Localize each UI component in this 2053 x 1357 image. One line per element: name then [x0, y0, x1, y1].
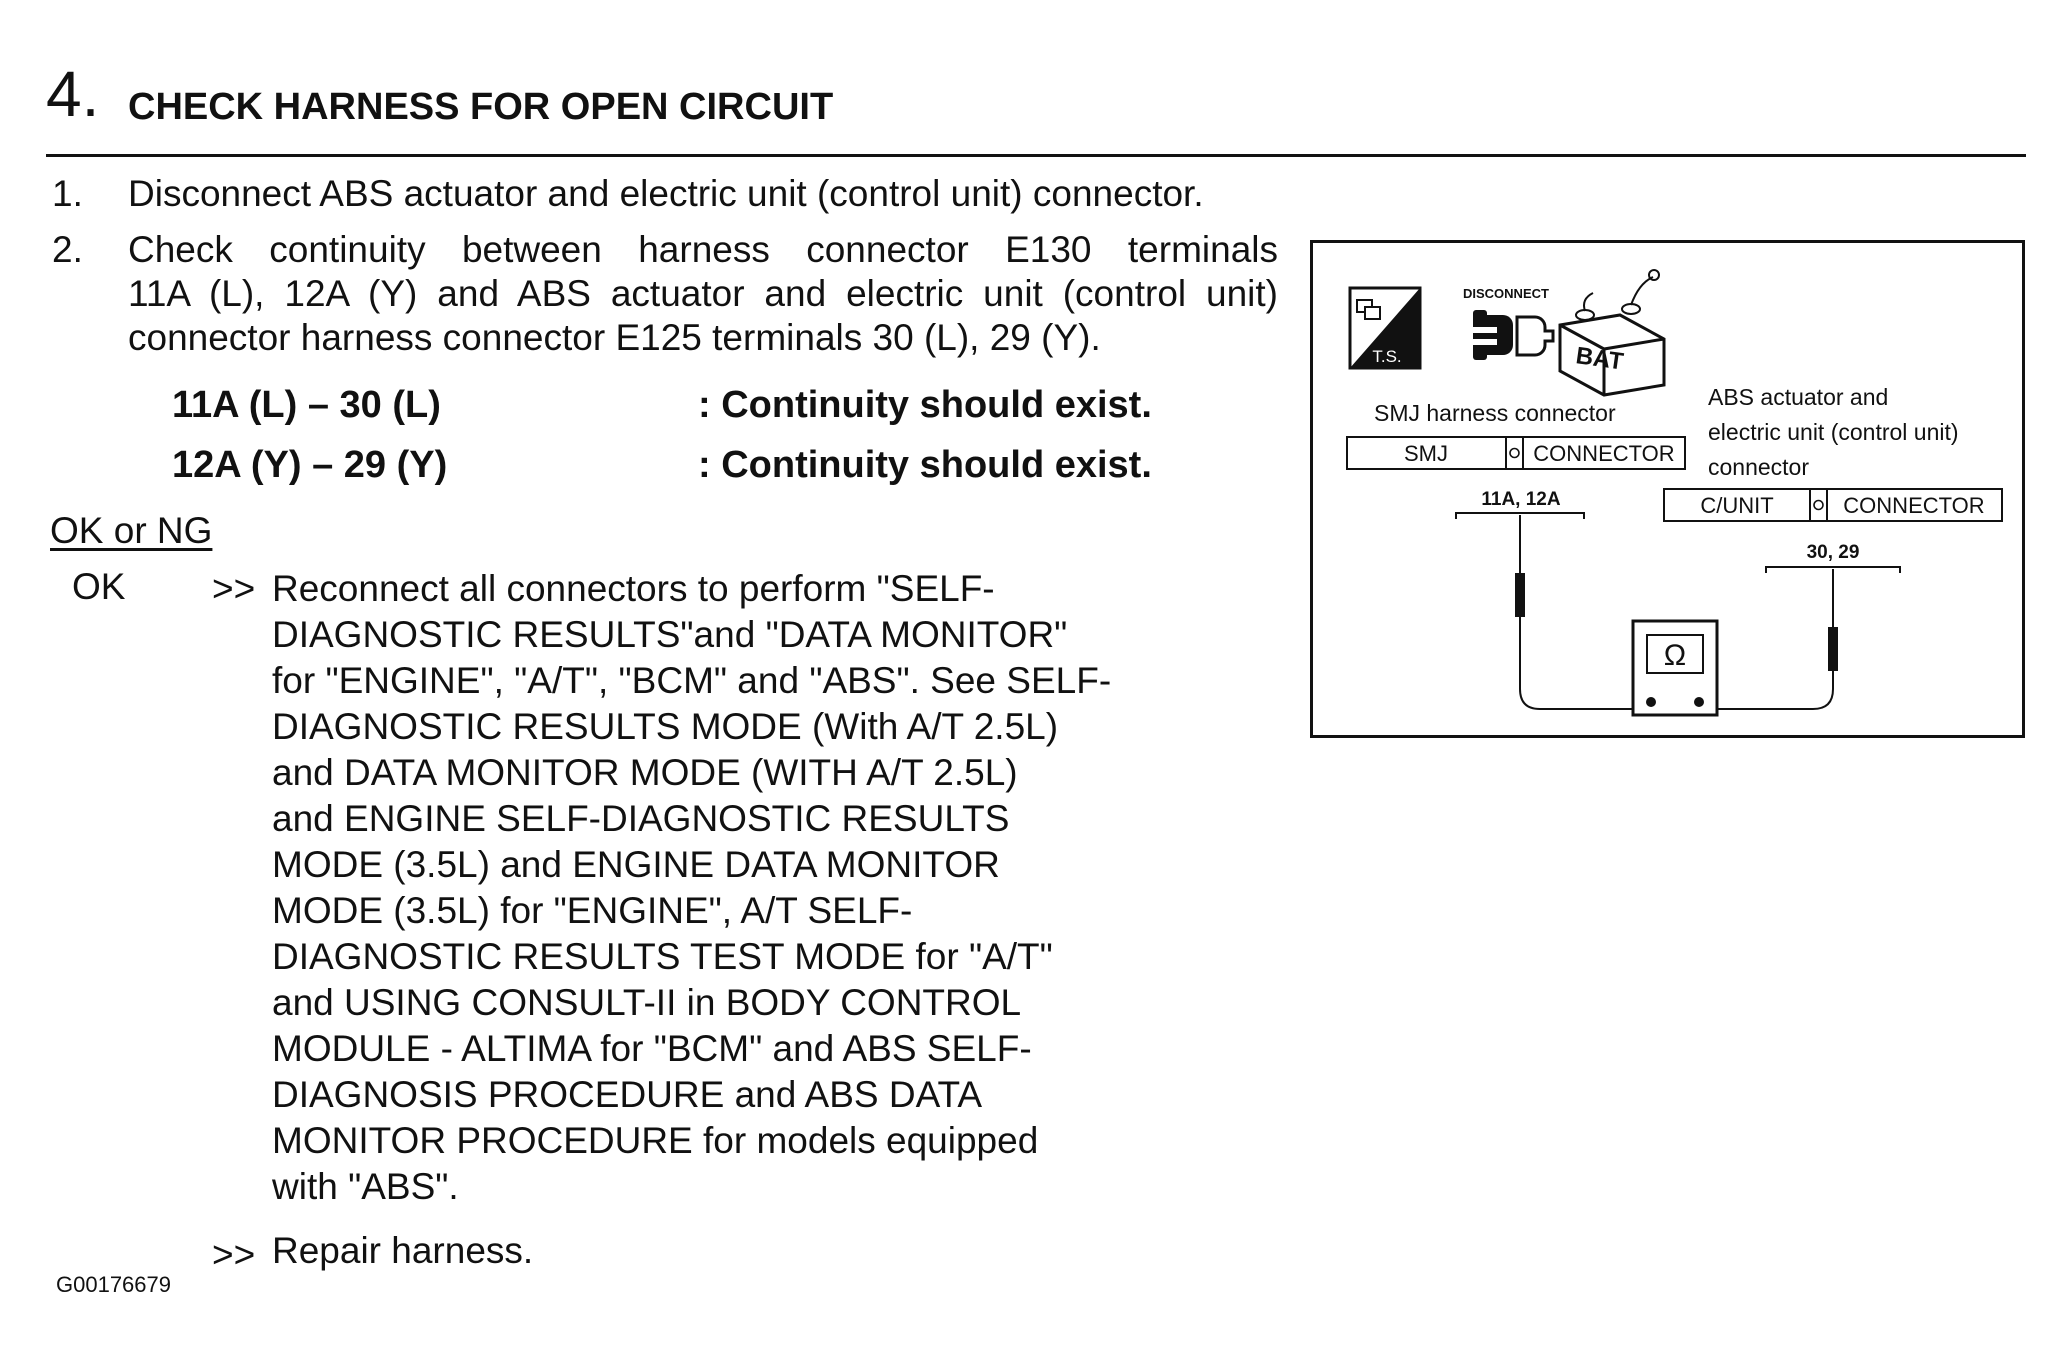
- ok-line: MODULE - ALTIMA for "BCM" and ABS SELF-: [272, 1028, 1032, 1069]
- ok-line: and USING CONSULT-II in BODY CONTROL: [272, 982, 1022, 1023]
- ok-line: and DATA MONITOR MODE (WITH A/T 2.5L): [272, 752, 1018, 793]
- section-title: CHECK HARNESS FOR OPEN CIRCUIT: [128, 86, 834, 128]
- ok-label: OK: [72, 566, 126, 607]
- smj-title: SMJ harness connector: [1374, 400, 1616, 426]
- smj-connector: [1347, 437, 1685, 469]
- ok-line: DIAGNOSTIC RESULTS MODE (With A/T 2.5L): [272, 706, 1059, 747]
- ok-line: DIAGNOSTIC RESULTS"and "DATA MONITOR": [272, 614, 1068, 655]
- cunit-terminals: 30, 29: [1806, 542, 1860, 563]
- battery-icon: [1560, 270, 1664, 395]
- disconnect-label: DISCONNECT: [1463, 286, 1549, 301]
- abs-title-line-1: ABS actuator and: [1708, 384, 1889, 410]
- smj-box-right: CONNECTOR: [1533, 441, 1675, 466]
- step-1-text: Disconnect ABS actuator and electric unit (control unit) connector.: [128, 173, 1204, 214]
- abs-title-line-3: connector: [1708, 454, 1810, 480]
- right-test-probe: [1706, 569, 1838, 709]
- ok-line: MODE (3.5L) and ENGINE DATA MONITOR: [272, 844, 1000, 885]
- ts-label: T.S.: [1372, 347, 1402, 366]
- smj-terminals: 11A, 12A: [1481, 489, 1561, 510]
- ok-line: MODE (3.5L) for "ENGINE", A/T SELF-: [272, 890, 913, 931]
- ohmmeter: [1633, 621, 1717, 715]
- left-test-probe: [1515, 515, 1642, 709]
- ok-line: with "ABS".: [272, 1166, 459, 1207]
- step-2-number: 2.: [52, 229, 83, 270]
- ok-line: MONITOR PROCEDURE for models equipped: [272, 1120, 1039, 1161]
- continuity-pair-1: 11A (L) – 30 (L): [172, 384, 441, 426]
- ok-or-ng-heading: OK or NG: [50, 510, 213, 551]
- cunit-box-right: CONNECTOR: [1843, 493, 1985, 518]
- ng-description: Repair harness.: [272, 1230, 534, 1271]
- step-2-line: Check continuity between harness connector E130 terminals: [128, 229, 1278, 270]
- cunit-box-left: C/UNIT: [1700, 493, 1774, 518]
- ng-arrow: >>: [212, 1234, 256, 1275]
- continuity-result-2: : Continuity should exist.: [698, 444, 1152, 486]
- header-rule: [46, 154, 2026, 157]
- step-2-line: connector harness connector E125 terminals 30 (L), 29 (Y).: [128, 317, 1101, 358]
- battery-label: BAT: [1574, 342, 1626, 376]
- ts-icon: [1350, 288, 1420, 368]
- ok-line: DIAGNOSIS PROCEDURE and ABS DATA: [272, 1074, 983, 1115]
- wiring-diagram-svg: [1313, 243, 2022, 735]
- ok-arrow: >>: [212, 568, 256, 609]
- step-1-number: 1.: [52, 173, 83, 214]
- section-number: 4.: [46, 58, 100, 130]
- abs-title-line-2: electric unit (control unit): [1708, 419, 1959, 445]
- ohm-symbol: Ω: [1663, 639, 1687, 672]
- wiring-diagram: [1310, 240, 2025, 738]
- disconnect-icon: [1463, 286, 1553, 360]
- ok-line: Reconnect all connectors to perform "SELF-: [272, 568, 995, 609]
- cunit-connector: [1664, 489, 2002, 521]
- continuity-pair-2: 12A (Y) – 29 (Y): [172, 444, 448, 486]
- step-2-text: [128, 228, 1278, 360]
- smj-box-left: SMJ: [1404, 441, 1448, 466]
- step-2-line: 11A (L), 12A (Y) and ABS actuator and electric unit (control unit): [128, 273, 1278, 314]
- figure-code: G00176679: [56, 1272, 171, 1297]
- ok-description: [272, 566, 1111, 1210]
- ok-line: for "ENGINE", "A/T", "BCM" and "ABS". See SELF-: [272, 660, 1112, 701]
- continuity-result-1: : Continuity should exist.: [698, 384, 1152, 426]
- ok-line: DIAGNOSTIC RESULTS TEST MODE for "A/T": [272, 936, 1053, 977]
- ok-line: and ENGINE SELF-DIAGNOSTIC RESULTS: [272, 798, 1010, 839]
